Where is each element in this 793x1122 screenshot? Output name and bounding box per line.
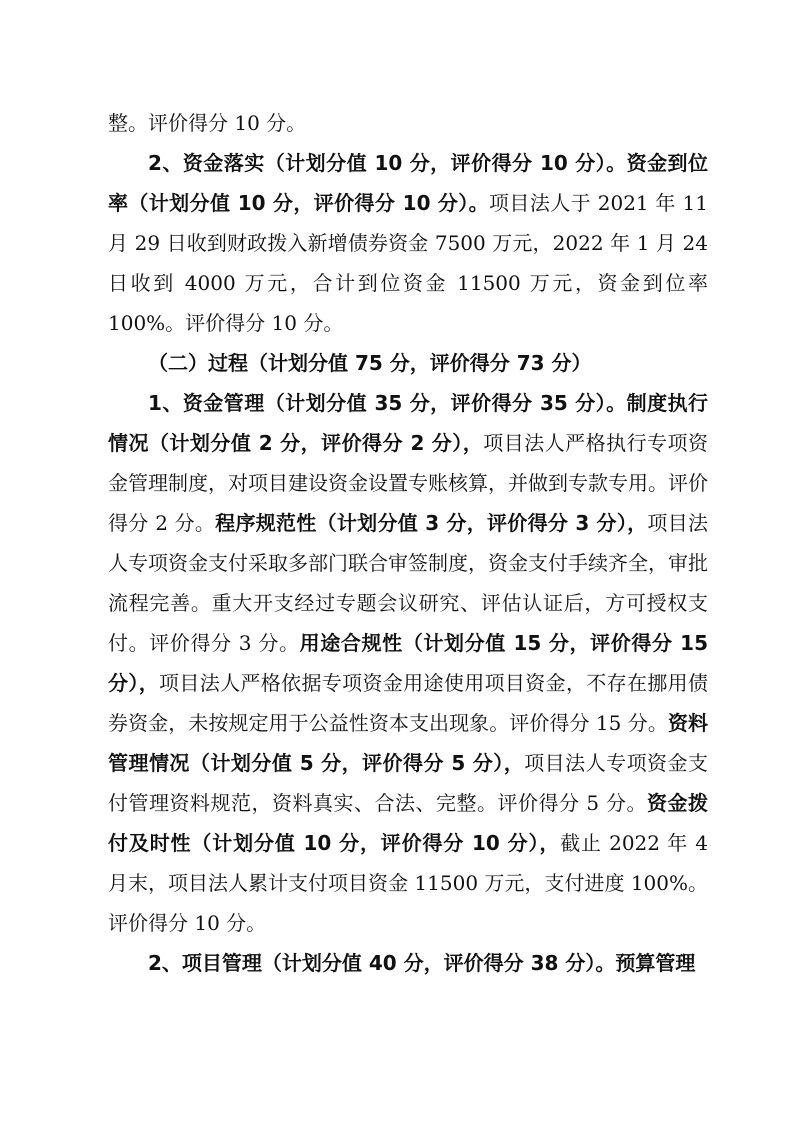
- paragraph-2-body: 项目法人于 2021 年 11 月 29 日收到财政拨入新增债券资金 7500 万元，2022 年 1 月 24 日收到 4000 万元，合计到位资金 11500 万元，资金到位率 100%。评价得分 10 分。: [108, 191, 709, 335]
- paragraph-1: [108, 103, 708, 143]
- paragraph-3-body-5: 截止 2022 年 4 月末，项目法人累计支付项目资金 11500 万元，支付进度 100%。评价得分 10 分。: [108, 831, 708, 935]
- section-heading-process: [108, 343, 708, 383]
- paragraph-2-heading: 2、资金落实（计划分值 10 分，评价得分 10 分）。资金到位率（计划分值 10 分，评价得分 10 分）。: [108, 151, 708, 215]
- paragraph-4-heading: 2、项目管理（计划分值 40 分，评价得分 38 分）。预算管理: [148, 951, 696, 975]
- paragraph-3-heading: 1、资金管理（计划分值 35 分，评价得分 35 分）。制度执行情况（计划分值 2 分，评价得分 2 分），: [108, 391, 708, 455]
- paragraph-3-subheading-4: 资料管理情况（计划分值 5 分，评价得分 5 分），: [108, 711, 709, 775]
- section-heading-text: （二）过程（计划分值 75 分，评价得分 73 分）: [148, 351, 592, 375]
- paragraph-3-body-1: 项目法人严格执行专项资金管理制度，对项目建设资金设置专账核算，并做到专款专用。评价得分 2 分。: [108, 431, 709, 535]
- paragraph-3: [108, 383, 708, 943]
- paragraph-4: [108, 943, 708, 983]
- paragraph-1-text: 整。评价得分 10 分。: [108, 111, 307, 135]
- document-page: [108, 103, 708, 983]
- paragraph-3-subheading-5: 资金拨付及时性（计划分值 10 分，评价得分 10 分），: [108, 791, 708, 855]
- paragraph-3-subheading-2: 程序规范性（计划分值 3 分，评价得分 3 分），: [215, 511, 648, 535]
- paragraph-3-subheading-3: 用途合规性（计划分值 15 分，评价得分 15 分），: [108, 631, 708, 695]
- paragraph-3-body-4: 项目法人专项资金支付管理资料规范，资料真实、合法、完整。评价得分 5 分。: [108, 751, 709, 815]
- paragraph-3-body-3: 项目法人严格依据专项资金用途使用项目资金，不存在挪用债券资金，未按规定用于公益性资本支出现象。评价得分 15 分。: [108, 671, 709, 735]
- paragraph-3-body-2: 项目法人专项资金支付采取多部门联合审签制度，资金支付手续齐全，审批流程完善。重大开支经过专题会议研究、评估认证后，方可授权支付。评价得分 3 分。: [108, 511, 708, 655]
- paragraph-2: [108, 143, 708, 343]
